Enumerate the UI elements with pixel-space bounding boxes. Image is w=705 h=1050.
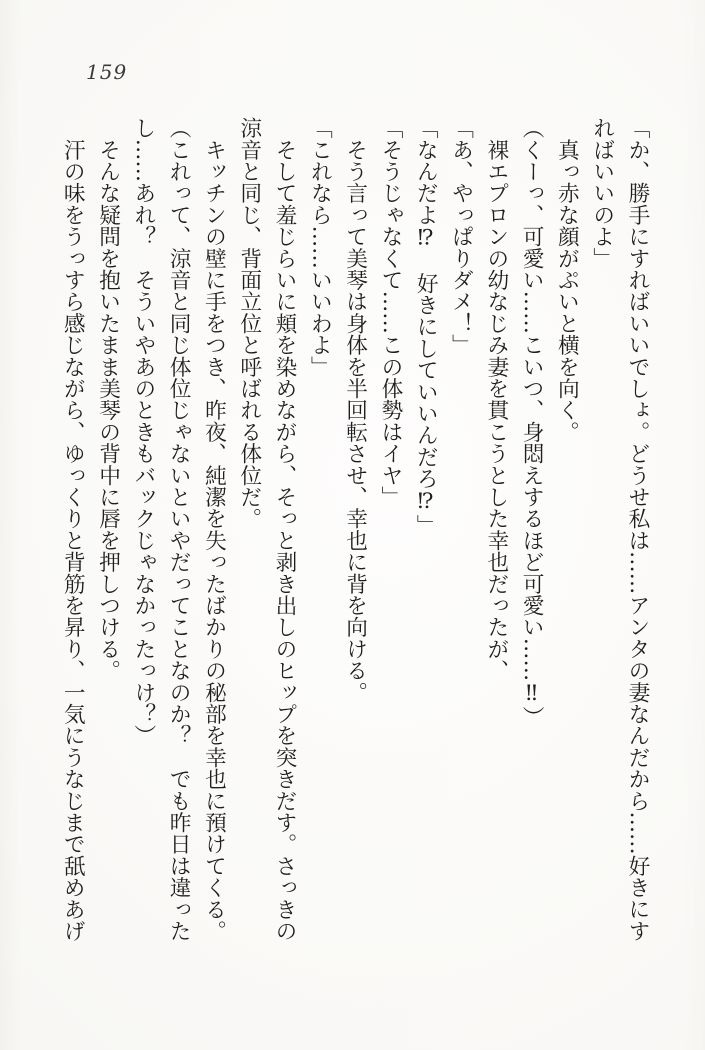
text-column: そう言って美琴は身体を半回転させ、幸也に背を向ける。 xyxy=(342,117,368,703)
text-column: 「か、勝手にすればいいでしょ。どうせ私は……アンタの妻なんだから……好きにす xyxy=(625,117,650,942)
text-column: 「そうじゃなくて……この体勢はイヤ」 xyxy=(377,117,403,508)
text-column: 「なんだよ⁉ 好きにしていいんだろ⁉」 xyxy=(413,117,439,536)
text-block xyxy=(55,117,655,942)
text-column: 涼音と同じ、背面立位と呼ばれる体位だ。 xyxy=(236,117,262,530)
text-column: 「これなら……いいわよ」 xyxy=(307,117,333,378)
text-column: 裸エプロンの幼なじみ妻を貫こうとした幸也だったが、 xyxy=(483,117,509,682)
text-column: （くーっ、可愛い……こいつ、身悶えするほど可愛い……‼） xyxy=(519,117,545,728)
text-column: 汗の味をうっすら感じながら、ゆっくりと背筋を昇り、一気にうなじまで舐めあげ xyxy=(60,117,86,942)
text-column: そんな疑問を抱いたまま美琴の背中に唇を押しつける。 xyxy=(95,117,121,682)
text-column: 真っ赤な顔がぷいと横を向く。 xyxy=(554,117,580,443)
text-column: し……あれ？ そういやあのときもバックじゃなかったっけ？） xyxy=(130,117,156,747)
page-number: 159 xyxy=(86,60,128,84)
text-column: そして羞じらいに頬を染めながら、そっと剥き出しのヒップを突きだす。さっきの xyxy=(272,117,298,942)
text-column: キッチンの壁に手をつき、昨夜、純潔を失ったばかりの秘部を幸也に預けてくる。 xyxy=(201,117,227,942)
text-column: ればいいのよ」 xyxy=(589,117,615,269)
text-column: 「あ、やっぱりダメ！」 xyxy=(448,117,474,356)
text-column: （これって、涼音と同じ体位じゃないといやだってことなのか？ でも昨日は違った xyxy=(166,117,192,942)
